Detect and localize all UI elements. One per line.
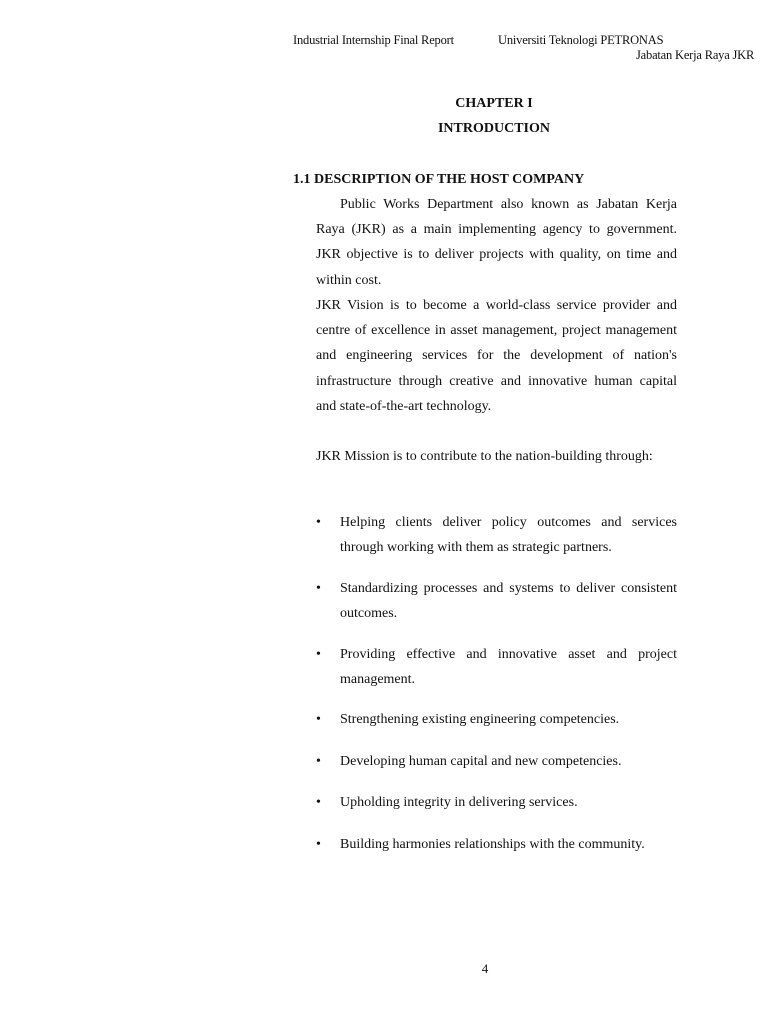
list-item (316, 790, 677, 815)
list-item-text: Upholding integrity in delivering services. (340, 795, 578, 810)
list-item-text: Developing human capital and new competencies. (340, 754, 622, 769)
list-item-text: Building harmonies relationships with the community. (340, 837, 645, 852)
bullet-icon: • (316, 754, 321, 769)
list-item-text: Strengthening existing engineering competencies. (340, 712, 620, 727)
header-university: Universiti Teknologi PETRONAS (498, 33, 664, 47)
list-item-text: Providing effective and innovative asset and project management. (340, 647, 677, 687)
bullet-icon: • (316, 837, 321, 852)
list-item (316, 749, 677, 774)
chapter-title: INTRODUCTION (437, 121, 550, 136)
header-report-title: Industrial Internship Final Report (293, 33, 454, 47)
list-item (316, 642, 677, 692)
header-department: Jabatan Kerja Raya JKR (636, 48, 755, 62)
bullet-icon: • (316, 581, 321, 596)
bullet-icon: • (316, 515, 321, 530)
page-number: 4 (481, 961, 489, 976)
paragraph-vision: JKR Vision is to become a world-class service provider and centre of excellence in asset management, project management and engineering services for the development of nation's infrastructure through creative and innovative human capital and state-of-the-art technology. (316, 298, 677, 414)
chapter-number: CHAPTER I (455, 96, 533, 111)
list-item (316, 707, 677, 732)
section-heading: 1.1 DESCRIPTION OF THE HOST COMPANY (293, 172, 585, 187)
list-item-text: Helping clients deliver policy outcomes and services through working with them as strategic partners. (340, 515, 677, 555)
bullet-icon: • (316, 647, 321, 662)
list-item (316, 510, 677, 560)
paragraph-intro: Public Works Department also known as Jabatan Kerja Raya (JKR) as a main implementing agency to government. JKR objective is to deliver projects with quality, on time and within cost. (316, 197, 677, 288)
list-item-text: Standardizing processes and systems to deliver consistent outcomes. (340, 581, 677, 621)
list-item (316, 576, 677, 626)
list-item (316, 832, 677, 857)
bullet-icon: • (316, 712, 321, 727)
bullet-icon: • (316, 795, 321, 810)
paragraph-mission: JKR Mission is to contribute to the nation-building through: (316, 449, 653, 464)
